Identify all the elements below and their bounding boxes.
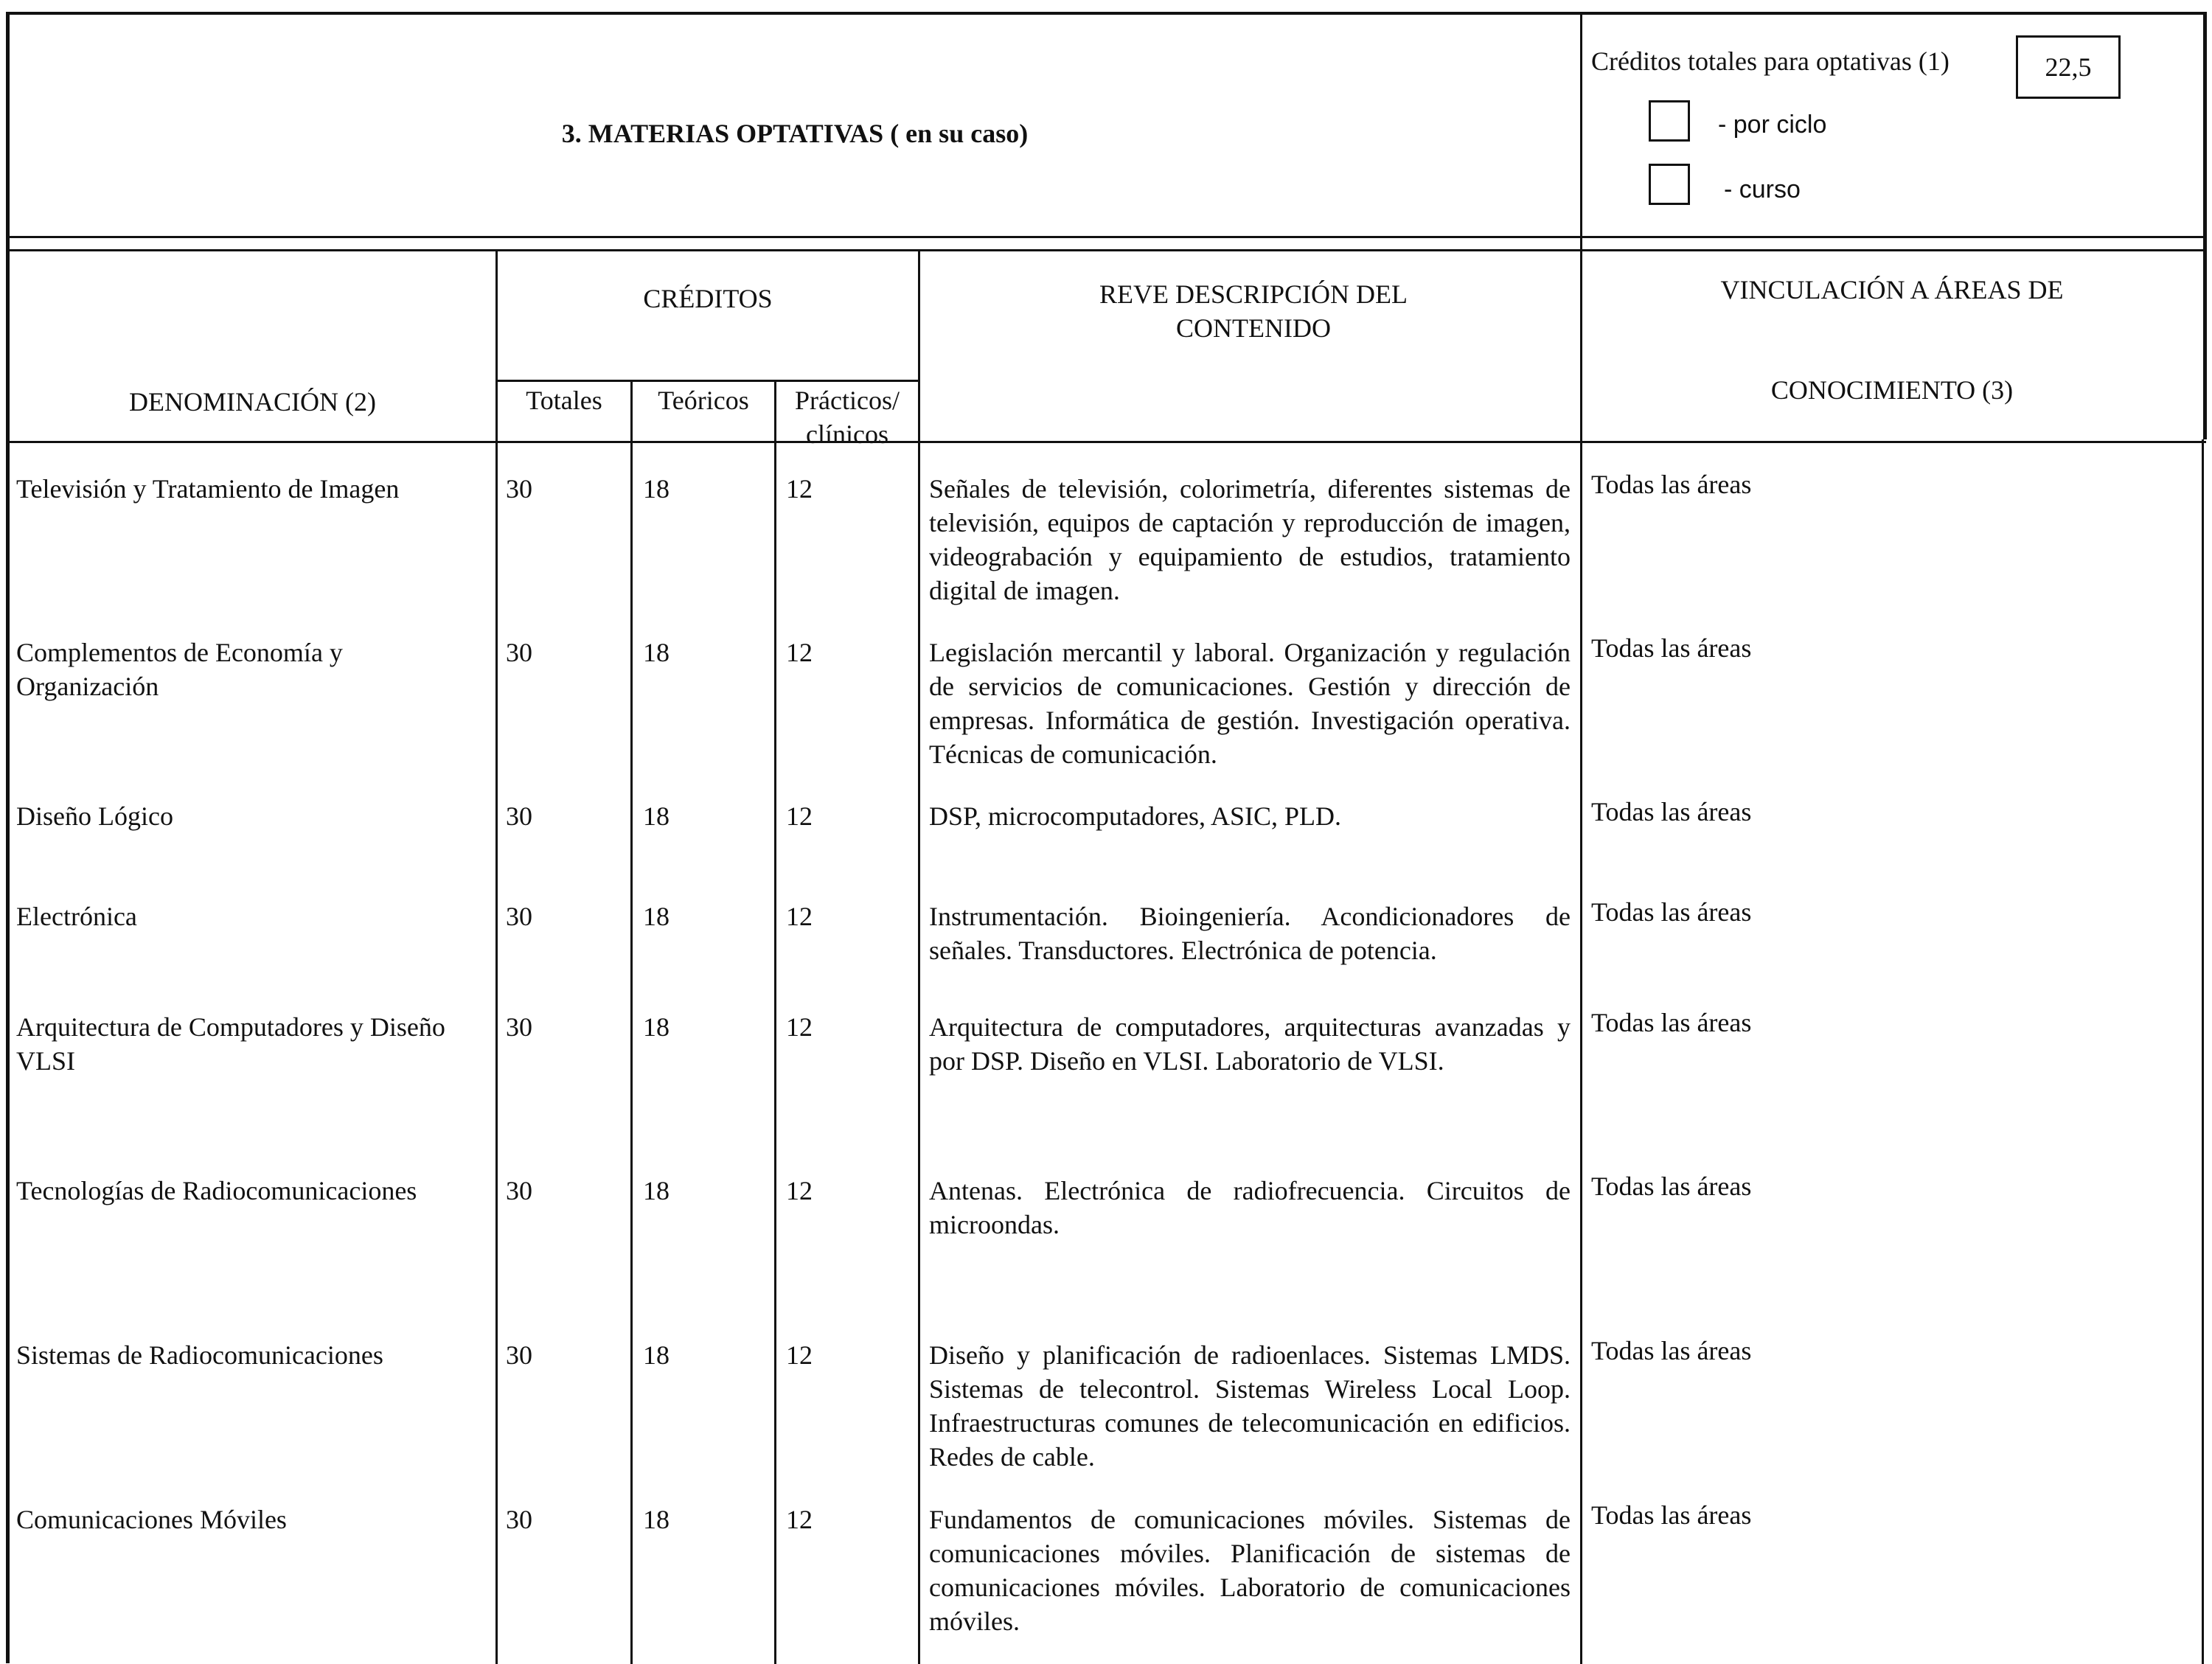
right-border [2203, 12, 2207, 439]
creditos-subheader-line [495, 380, 920, 382]
row-description: Fundamentos de comunicaciones móviles. Sistemas de comunicaciones móviles. Planificación de sistemas de comunicaciones móviles. Laboratorio de comunicaciones móviles. [929, 1505, 1571, 1636]
row-teoricos: 18 [643, 902, 669, 931]
row-areas: Todas las áreas [1591, 1172, 1752, 1201]
row-totales: 30 [506, 1012, 532, 1042]
per-cycle-checkbox[interactable] [1649, 100, 1690, 142]
row-practicos: 12 [786, 638, 813, 667]
column-header-vinculacion-2: CONOCIMIENTO (3) [1770, 375, 2014, 405]
row-practicos: 12 [786, 902, 813, 931]
row-totales: 30 [506, 1176, 532, 1205]
per-cycle-label: - por ciclo [1718, 111, 1827, 139]
row-teoricos: 18 [643, 474, 669, 504]
row-name: Tecnologías de Radiocomunicaciones [16, 1176, 417, 1205]
right-border-lower [2202, 439, 2204, 1664]
row-practicos: 12 [786, 474, 813, 504]
column-header-denominacion: DENOMINACIÓN (2) [129, 387, 376, 417]
col-divider-4 [918, 249, 920, 1664]
row-name: Complementos de Economía y Organización [16, 638, 343, 701]
row-name: Arquitectura de Computadores y Diseño VLSI [16, 1012, 445, 1076]
col-divider-1 [495, 249, 498, 1664]
row-teoricos: 18 [643, 1340, 669, 1370]
column-header-descripcion: REVE DESCRIPCIÓN DEL CONTENIDO [1099, 279, 1408, 343]
row-description: DSP, microcomputadores, ASIC, PLD. [929, 801, 1342, 831]
column-header-teoricos: Teóricos [658, 386, 749, 415]
col-divider-3 [774, 380, 776, 1664]
row-totales: 30 [506, 638, 532, 667]
row-practicos: 12 [786, 801, 813, 831]
row-description: Diseño y planificación de radioenlaces. Sistemas LMDS. Sistemas de telecontrol. Sistemas Wireless Local Loop. Infraestructuras comunes de telecomunicación en edificios. Redes de cable. [929, 1340, 1571, 1472]
row-name: Sistemas de Radiocomunicaciones [16, 1340, 383, 1370]
row-areas: Todas las áreas [1591, 897, 1752, 927]
header-bottom-line-2 [6, 249, 2206, 251]
column-header-totales: Totales [526, 386, 602, 415]
row-practicos: 12 [786, 1340, 813, 1370]
header-bottom-line [6, 236, 2206, 238]
row-description: Legislación mercantil y laboral. Organización y regulación de servicios de comunicaciones. Gestión y dirección de empresas. Informática de gestión. Investigación operativa. Técnicas de comunicación. [929, 638, 1571, 769]
row-areas: Todas las áreas [1591, 797, 1752, 826]
row-areas: Todas las áreas [1591, 1008, 1752, 1037]
row-description: Antenas. Electrónica de radiofrecuencia. Circuitos de microondas. [929, 1176, 1571, 1239]
column-header-bottom-line [6, 441, 2206, 443]
row-totales: 30 [506, 902, 532, 931]
row-totales: 30 [506, 474, 532, 504]
row-description: Instrumentación. Bioingeniería. Acondicionadores de señales. Transductores. Electrónica de potencia. [929, 902, 1571, 965]
row-areas: Todas las áreas [1591, 1500, 1752, 1530]
row-description: Señales de televisión, colorimetría, diferentes sistemas de televisión, equipos de captación y reproducción de imagen, videograbación y equipamiento de estudios, tratamiento digital de imagen. [929, 474, 1571, 605]
top-border [6, 12, 2206, 15]
column-header-practicos: Prácticos/ clínicos [795, 386, 900, 449]
row-areas: Todas las áreas [1591, 470, 1752, 499]
total-credits-value: 22,5 [2045, 52, 2092, 82]
row-practicos: 12 [786, 1176, 813, 1205]
row-teoricos: 18 [643, 801, 669, 831]
row-totales: 30 [506, 801, 532, 831]
row-name: Televisión y Tratamiento de Imagen [16, 474, 400, 504]
per-course-label: - curso [1724, 175, 1801, 203]
row-name: Comunicaciones Móviles [16, 1505, 287, 1534]
row-areas: Todas las áreas [1591, 633, 1752, 663]
total-credits-label: Créditos totales para optativas (1) [1591, 46, 1950, 76]
row-name: Electrónica [16, 902, 137, 931]
section-title: 3. MATERIAS OPTATIVAS ( en su caso) [561, 119, 1029, 148]
row-practicos: 12 [786, 1505, 813, 1534]
row-name: Diseño Lógico [16, 801, 173, 831]
row-teoricos: 18 [643, 1012, 669, 1042]
row-teoricos: 18 [643, 1176, 669, 1205]
col-divider-2 [630, 380, 633, 1664]
row-totales: 30 [506, 1340, 532, 1370]
row-teoricos: 18 [643, 638, 669, 667]
column-header-vinculacion-1: VINCULACIÓN A ÁREAS DE [1720, 275, 2064, 304]
row-areas: Todas las áreas [1591, 1336, 1752, 1365]
column-header-creditos: CRÉDITOS [643, 284, 773, 313]
row-practicos: 12 [786, 1012, 813, 1042]
col-divider-5 [1580, 249, 1582, 1664]
row-teoricos: 18 [643, 1505, 669, 1534]
row-totales: 30 [506, 1505, 532, 1534]
left-border [6, 12, 10, 1663]
per-course-checkbox[interactable] [1649, 164, 1690, 205]
row-description: Arquitectura de computadores, arquitecturas avanzadas y por DSP. Diseño en VLSI. Laboratorio de VLSI. [929, 1012, 1571, 1076]
